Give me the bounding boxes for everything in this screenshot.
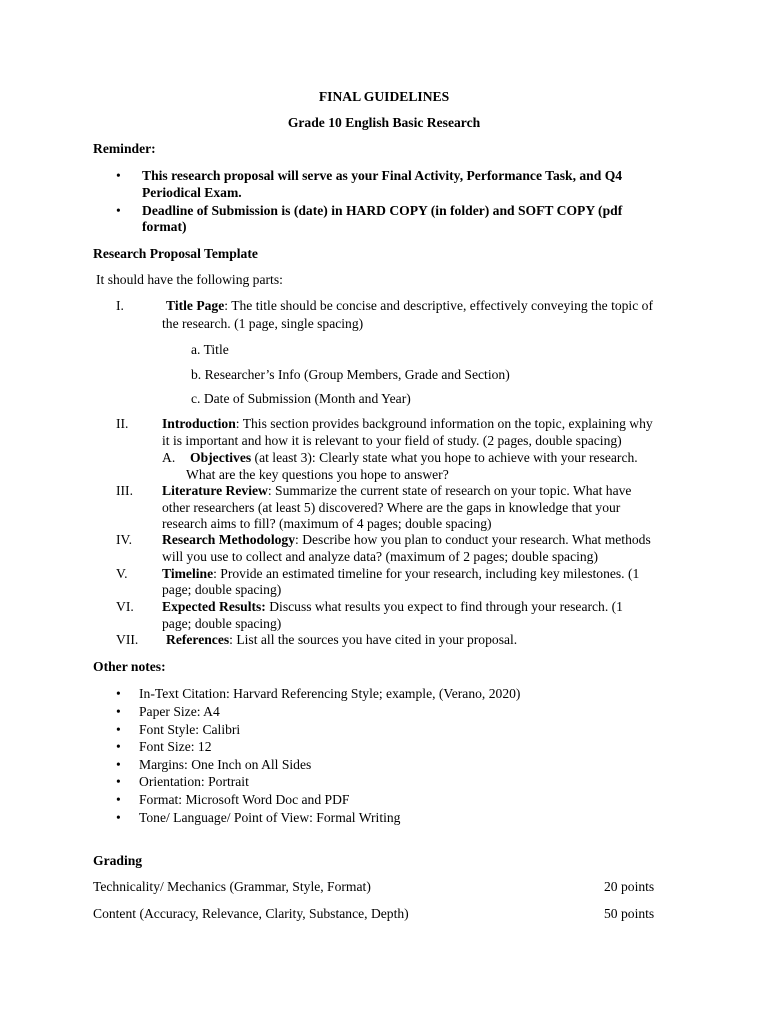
bullet-icon: • — [116, 757, 121, 772]
grading-heading: Grading — [93, 853, 143, 868]
section-number: VI. — [116, 599, 134, 614]
section-number: I. — [116, 298, 124, 313]
grading-points: 20 points — [604, 879, 655, 894]
bullet-icon: • — [116, 704, 121, 719]
bullet-icon: • — [116, 686, 121, 701]
title-sub-item: b. Researcher’s Info (Group Members, Grade and Section) — [191, 367, 510, 382]
bullet-icon: • — [116, 810, 121, 825]
grading-criterion: Content (Accuracy, Relevance, Clarity, Substance, Depth) — [93, 906, 409, 921]
grading-points: 50 points — [604, 906, 655, 921]
bullet-icon: • — [116, 722, 121, 737]
section-term: Title Page — [166, 298, 225, 313]
bullet-icon: • — [116, 168, 121, 183]
grading-criterion: Technicality/ Mechanics (Grammar, Style, Format) — [93, 879, 371, 894]
section-term: Timeline — [162, 566, 214, 581]
section-number: III. — [116, 483, 133, 498]
document-subtitle: Grade 10 English Basic Research — [287, 115, 481, 130]
section-term: Introduction — [162, 416, 236, 431]
reminder-heading: Reminder: — [93, 141, 156, 156]
section-number: IV. — [116, 532, 132, 547]
bullet-icon: • — [116, 774, 121, 789]
section-number: II. — [116, 416, 129, 431]
section-term: Research Methodology — [162, 532, 296, 547]
bullet-icon: • — [116, 792, 121, 807]
objectives-term: Objectives — [190, 450, 252, 465]
template-heading: Research Proposal Template — [93, 246, 258, 261]
bullet-icon: • — [116, 203, 121, 218]
document-title: FINAL GUIDELINES — [318, 89, 450, 104]
section-term: Expected Results: — [162, 599, 266, 614]
bullet-icon: • — [116, 739, 121, 754]
section-term: Literature Review — [162, 483, 268, 498]
title-sub-item: a. Title — [191, 342, 229, 357]
template-intro: It should have the following parts: — [96, 272, 283, 287]
other-notes-heading: Other notes: — [93, 659, 166, 674]
section-number: VII. — [116, 632, 139, 647]
section-term: References — [166, 632, 230, 647]
section-number: V. — [116, 566, 128, 581]
title-sub-item: c. Date of Submission (Month and Year) — [191, 391, 411, 406]
